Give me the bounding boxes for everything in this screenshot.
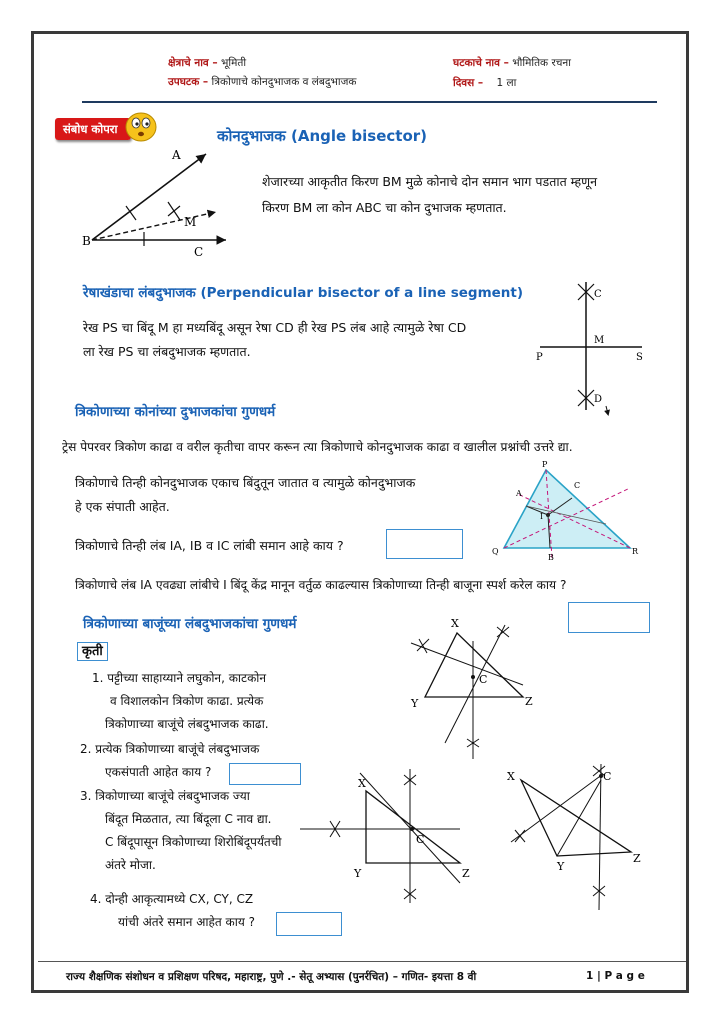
label-r: R	[632, 547, 639, 556]
label-p: P	[542, 460, 548, 469]
label-c: C	[594, 289, 602, 300]
item3-line-c: C बिंदूपासून त्रिकोणाच्या शिरोबिंदूपर्यंतची	[105, 835, 282, 849]
label-z: Z	[462, 867, 470, 880]
footer-text: राज्य शैक्षणिक संशोधन व प्रशिक्षण परिषद, महाराष्ट्र, पुणे .- सेतू अभ्यास (पुनर्रचित) – गणित- इयत्ता 8 वी	[66, 971, 477, 983]
label-x: X	[358, 777, 366, 790]
item3-line-d: अंतरे मोजा.	[105, 858, 156, 872]
label-c: C	[194, 245, 204, 259]
perp-bisector-title: रेषाखंडाचा लंबदुभाजक (Perpendicular bisector of a line segment)	[83, 285, 524, 301]
answer-box-item2[interactable]	[229, 763, 301, 785]
kshetra-label: क्षेत्राचे नाव –	[168, 57, 218, 69]
perp-bisector-line2: ला रेख PS चा लंबदुभाजक म्हणतात.	[83, 344, 251, 359]
concept-corner-badge	[55, 118, 131, 137]
label-y: Y	[411, 697, 419, 710]
answer-box-item4[interactable]	[276, 912, 342, 936]
label-m: M	[594, 335, 605, 346]
label-a: A	[516, 489, 522, 498]
item4-line-b: यांची अंतरे समान आहेत काय ?	[118, 915, 255, 929]
answer-box-q1[interactable]	[386, 529, 463, 559]
upaghatak-value: त्रिकोणाचे कोनदुभाजक व लंबदुभाजक	[211, 76, 357, 88]
obtuse-triangle-diagram	[497, 760, 657, 920]
angle-bisector-line2: किरण BM ला कोन ABC चा कोन दुभाजक म्हणतात.	[262, 200, 507, 215]
label-c: C	[416, 833, 425, 846]
divas-value: 1 ला	[496, 77, 517, 89]
angle-bisector-diagram	[78, 140, 238, 265]
page-number: 1 | P a g e	[586, 970, 645, 982]
label-x: X	[451, 617, 459, 630]
answer-box-q2[interactable]	[568, 602, 650, 633]
item1-line-c: त्रिकोणाच्या बाजूंचे लंबदुभाजक काढा.	[105, 717, 269, 731]
kruti-label: कृती	[77, 642, 108, 661]
item3-line-b: बिंदूत मिळतात, त्या बिंदूला C नाव द्या.	[105, 812, 272, 826]
angle-bisector-line1: शेजारच्या आकृतीत किरण BM मुळे कोनाचे दोन समान भाग पडतात म्हणून	[262, 174, 598, 189]
item1-line-b: व विशालकोन त्रिकोण काढा. प्रत्येक	[110, 694, 264, 708]
item1-line-a: 1. पट्टीच्या साहाय्याने लघुकोन, काटकोन	[92, 671, 267, 685]
angle-prop-stmt2: हे एक संपाती आहेत.	[75, 499, 170, 514]
upaghatak-row	[168, 75, 356, 89]
perp-bisector-diagram	[530, 278, 650, 418]
angle-prop-title: त्रिकोणाच्या कोनांच्या दुभाजकांचा गुणधर्म	[75, 404, 276, 420]
label-s: S	[636, 352, 643, 363]
acute-triangle-diagram	[405, 613, 555, 763]
angle-prop-q1: त्रिकोणाचे तिन्ही लंब IA, IB व IC लांबी समान आहे काय ?	[75, 538, 344, 553]
label-x: X	[507, 770, 515, 783]
label-d: D	[594, 394, 603, 405]
label-c: C	[479, 673, 488, 686]
label-c: C	[574, 481, 581, 490]
label-b: B	[548, 553, 554, 562]
label-q: Q	[492, 547, 499, 556]
item2-line-b: एकसंपाती आहेत काय ?	[105, 765, 212, 779]
smiley-icon	[123, 111, 159, 143]
label-i: I	[540, 512, 544, 521]
kshetra-value: भूमिती	[221, 57, 247, 69]
side-prop-title: त्रिकोणाच्या बाजूंच्या लंबदुभाजकांचा गुणधर्म	[83, 616, 297, 632]
angle-prop-stmt1: त्रिकोणाचे तिन्ही कोनदुभाजक एकाच बिंदुतून जातात व त्यामुळे कोनदुभाजक	[75, 475, 416, 490]
header-rule	[82, 101, 657, 103]
kruti-box	[77, 640, 108, 659]
label-y: Y	[354, 867, 362, 880]
item2-line-a: 2. प्रत्येक त्रिकोणाच्या बाजूंचे लंबदुभाजक	[80, 742, 260, 756]
label-z: Z	[525, 695, 533, 708]
upaghatak-label: उपघटक –	[168, 76, 209, 88]
badge-label: संबोध कोपरा	[55, 118, 131, 140]
label-c: C	[603, 770, 612, 783]
angle-prop-instruction: ट्रेस पेपरवर त्रिकोण काढा व वरील कृतीचा वापर करून त्या त्रिकोणाचे कोनदुभाजक काढा व खालील प्रश्नांची उत्तरे द्या.	[62, 440, 573, 454]
angle-prop-q2: त्रिकोणाचे लंब IA एवढ्या लांबीचे I बिंदू केंद्र मानून वर्तुळ काढल्यास त्रिकोणाच्या तिन्ही बाजूना स्पर्श करेल काय ?	[75, 578, 567, 592]
label-m: M	[184, 215, 197, 229]
angle-bisector-title: कोनदुभाजक (Angle bisector)	[217, 127, 428, 145]
label-z: Z	[633, 852, 641, 865]
divas-label: दिवस –	[453, 77, 484, 89]
label-b: B	[82, 234, 91, 248]
footer-rule	[38, 961, 686, 962]
ghatak-value: भौमितिक रचना	[512, 57, 571, 69]
item3-line-a: 3. त्रिकोणाच्या बाजूंचे लंबदुभाजक ज्या	[80, 789, 250, 803]
label-p: P	[536, 352, 543, 363]
ghatak-row	[453, 56, 571, 70]
label-y: Y	[557, 860, 565, 873]
divas-row	[453, 76, 516, 90]
perp-bisector-line1: रेख PS चा बिंदू M हा मध्यबिंदू असून रेषा CD ही रेख PS लंब आहे त्यामुळे रेषा CD	[83, 320, 467, 335]
label-a: A	[172, 148, 181, 162]
right-triangle-diagram	[300, 763, 480, 908]
incenter-diagram	[486, 458, 656, 568]
ghatak-label: घटकाचे नाव –	[453, 57, 509, 69]
item4-line-a: 4. दोन्ही आकृत्यामध्ये CX, CY, CZ	[90, 892, 254, 906]
kshetra-row	[168, 56, 246, 70]
